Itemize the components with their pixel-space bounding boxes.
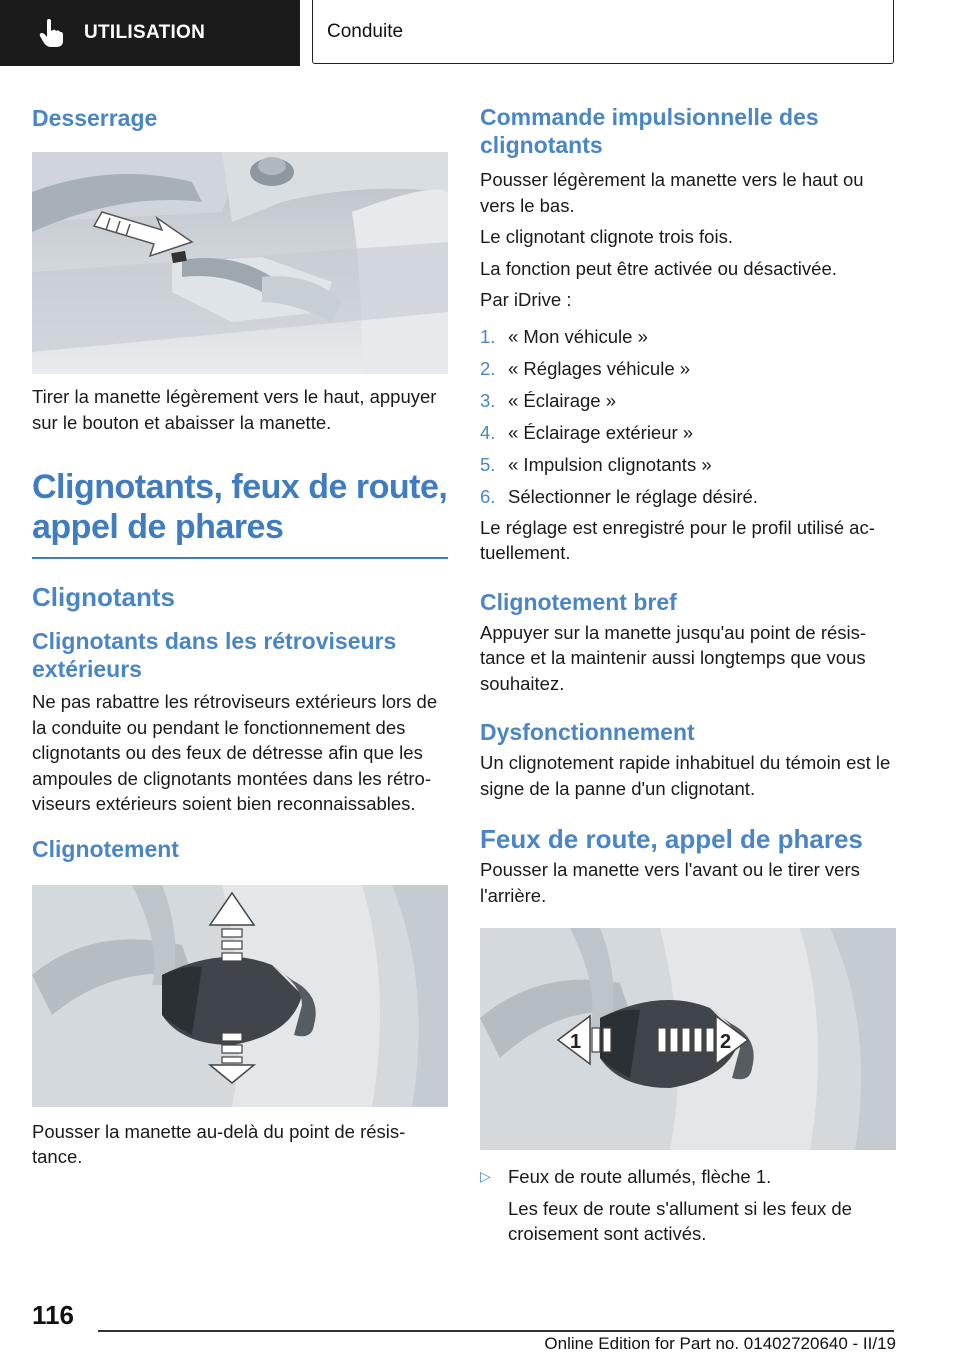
step-item xyxy=(480,417,896,449)
left-column xyxy=(32,100,448,1170)
impulsion-p5: Le réglage est enregistré pour le profil utilisé actuellement. xyxy=(480,516,875,563)
step-number: 2. xyxy=(480,357,496,379)
step-text: « Mon véhicule » xyxy=(508,325,648,347)
step-item xyxy=(480,481,896,513)
impulsion-p2: Le clignotant clignote trois fois. xyxy=(480,226,733,247)
step-number: 4. xyxy=(480,421,496,443)
impulsion-p1: Pousser légèrement la manette vers le haut ou vers le bas. xyxy=(480,169,864,216)
step-text: « Éclairage extérieur » xyxy=(508,421,694,443)
step-item xyxy=(480,321,896,353)
dysfonctionnement-text: Un clignotement rapide inhabituel du témoin est le signe de la panne d'un clignotant. xyxy=(480,752,891,799)
step-text: Sélectionner le réglage désiré. xyxy=(508,485,758,507)
impulsion-p3: La fonction peut être activée ou désactivée. xyxy=(480,257,837,279)
main-title xyxy=(32,467,448,547)
heading-impulsion: Commande impulsionnelle des clignotants xyxy=(480,104,819,158)
section-tab[interactable] xyxy=(0,0,300,66)
arrow-label-2: 2 xyxy=(720,1031,732,1053)
title-rule xyxy=(32,557,448,559)
handbrake-drawing xyxy=(32,152,448,374)
chapter-label: Conduite xyxy=(327,20,404,42)
main-title-line1: Clignotants, feux de route, xyxy=(32,468,448,506)
step-number: 1. xyxy=(480,325,496,347)
hand-pointer-icon xyxy=(38,18,64,48)
bullet-item xyxy=(480,1164,896,1190)
main-title-line2: appel de phares xyxy=(32,508,284,546)
clignotement-text: Pousser la manette au-delà du point de résistance. xyxy=(32,1120,406,1167)
heading-bref: Clignotement bref xyxy=(480,588,677,615)
step-number: 5. xyxy=(480,453,496,475)
bullet-text: Feux de route allumés, flèche 1. xyxy=(508,1166,772,1187)
turn-signal-drawing xyxy=(32,885,448,1107)
page-header xyxy=(0,0,960,66)
heading-dysfonctionnement: Dysfonctionnement xyxy=(480,719,695,745)
step-text: « Impulsion clignotants » xyxy=(508,453,712,475)
handbrake-illustration xyxy=(32,152,448,374)
section-label: UTILISATION xyxy=(84,22,206,43)
heading-clignotants: Clignotants xyxy=(32,582,175,612)
bullet-subtext: Les feux de route s'allument si les feux de croisement sont activés. xyxy=(508,1197,852,1244)
right-column xyxy=(480,100,896,1247)
feux-text: Pousser la manette vers l'avant ou le tirer vers l'arrière. xyxy=(480,859,860,906)
bref-text: Appuyer sur la manette jusqu'au point de résistance et la maintenir aussi longtemps que vous souhaitez. xyxy=(480,621,867,694)
chapter-tab[interactable] xyxy=(312,0,894,64)
impulsion-p4: Par iDrive : xyxy=(480,289,572,310)
heading-clignotement: Clignotement xyxy=(32,835,179,862)
heading-retroviseurs: Clignotants dans les rétroviseurs extérieurs xyxy=(32,628,397,682)
desserrage-text: Tirer la manette légèrement vers le haut, appuyer sur le bouton et abaisser la manette. xyxy=(32,386,437,433)
heading-desserrage: Desserrage xyxy=(32,105,158,131)
heading-feux: Feux de route, appel de phares xyxy=(480,824,863,854)
step-item xyxy=(480,449,896,481)
high-beam-illustration xyxy=(480,928,896,1150)
step-text: « Éclairage » xyxy=(508,389,616,411)
retroviseurs-text: Ne pas rabattre les rétroviseurs extérieurs lors de la conduite ou pendant le fonctionnement des clignotants ou des feux de détresse afin que les ampoules de clignotants montées dans les rétroviseurs extérieurs soient bien reconnaissables. xyxy=(32,691,438,814)
step-item xyxy=(480,385,896,417)
edition-note: Online Edition for Part no. 01402720640 - II/19 xyxy=(544,1334,896,1353)
arrow-label-1: 1 xyxy=(570,1031,582,1053)
step-number: 6. xyxy=(480,485,496,507)
triangle-bullet-icon: ▷ xyxy=(480,1168,491,1184)
page-number: 116 xyxy=(32,1300,74,1330)
idrive-steps xyxy=(480,321,896,513)
step-number: 3. xyxy=(480,389,496,411)
step-item xyxy=(480,353,896,385)
footer-rule xyxy=(98,1330,894,1332)
turn-signal-illustration xyxy=(32,885,448,1107)
step-text: « Réglages véhicule » xyxy=(508,357,691,379)
high-beam-drawing xyxy=(480,928,896,1150)
